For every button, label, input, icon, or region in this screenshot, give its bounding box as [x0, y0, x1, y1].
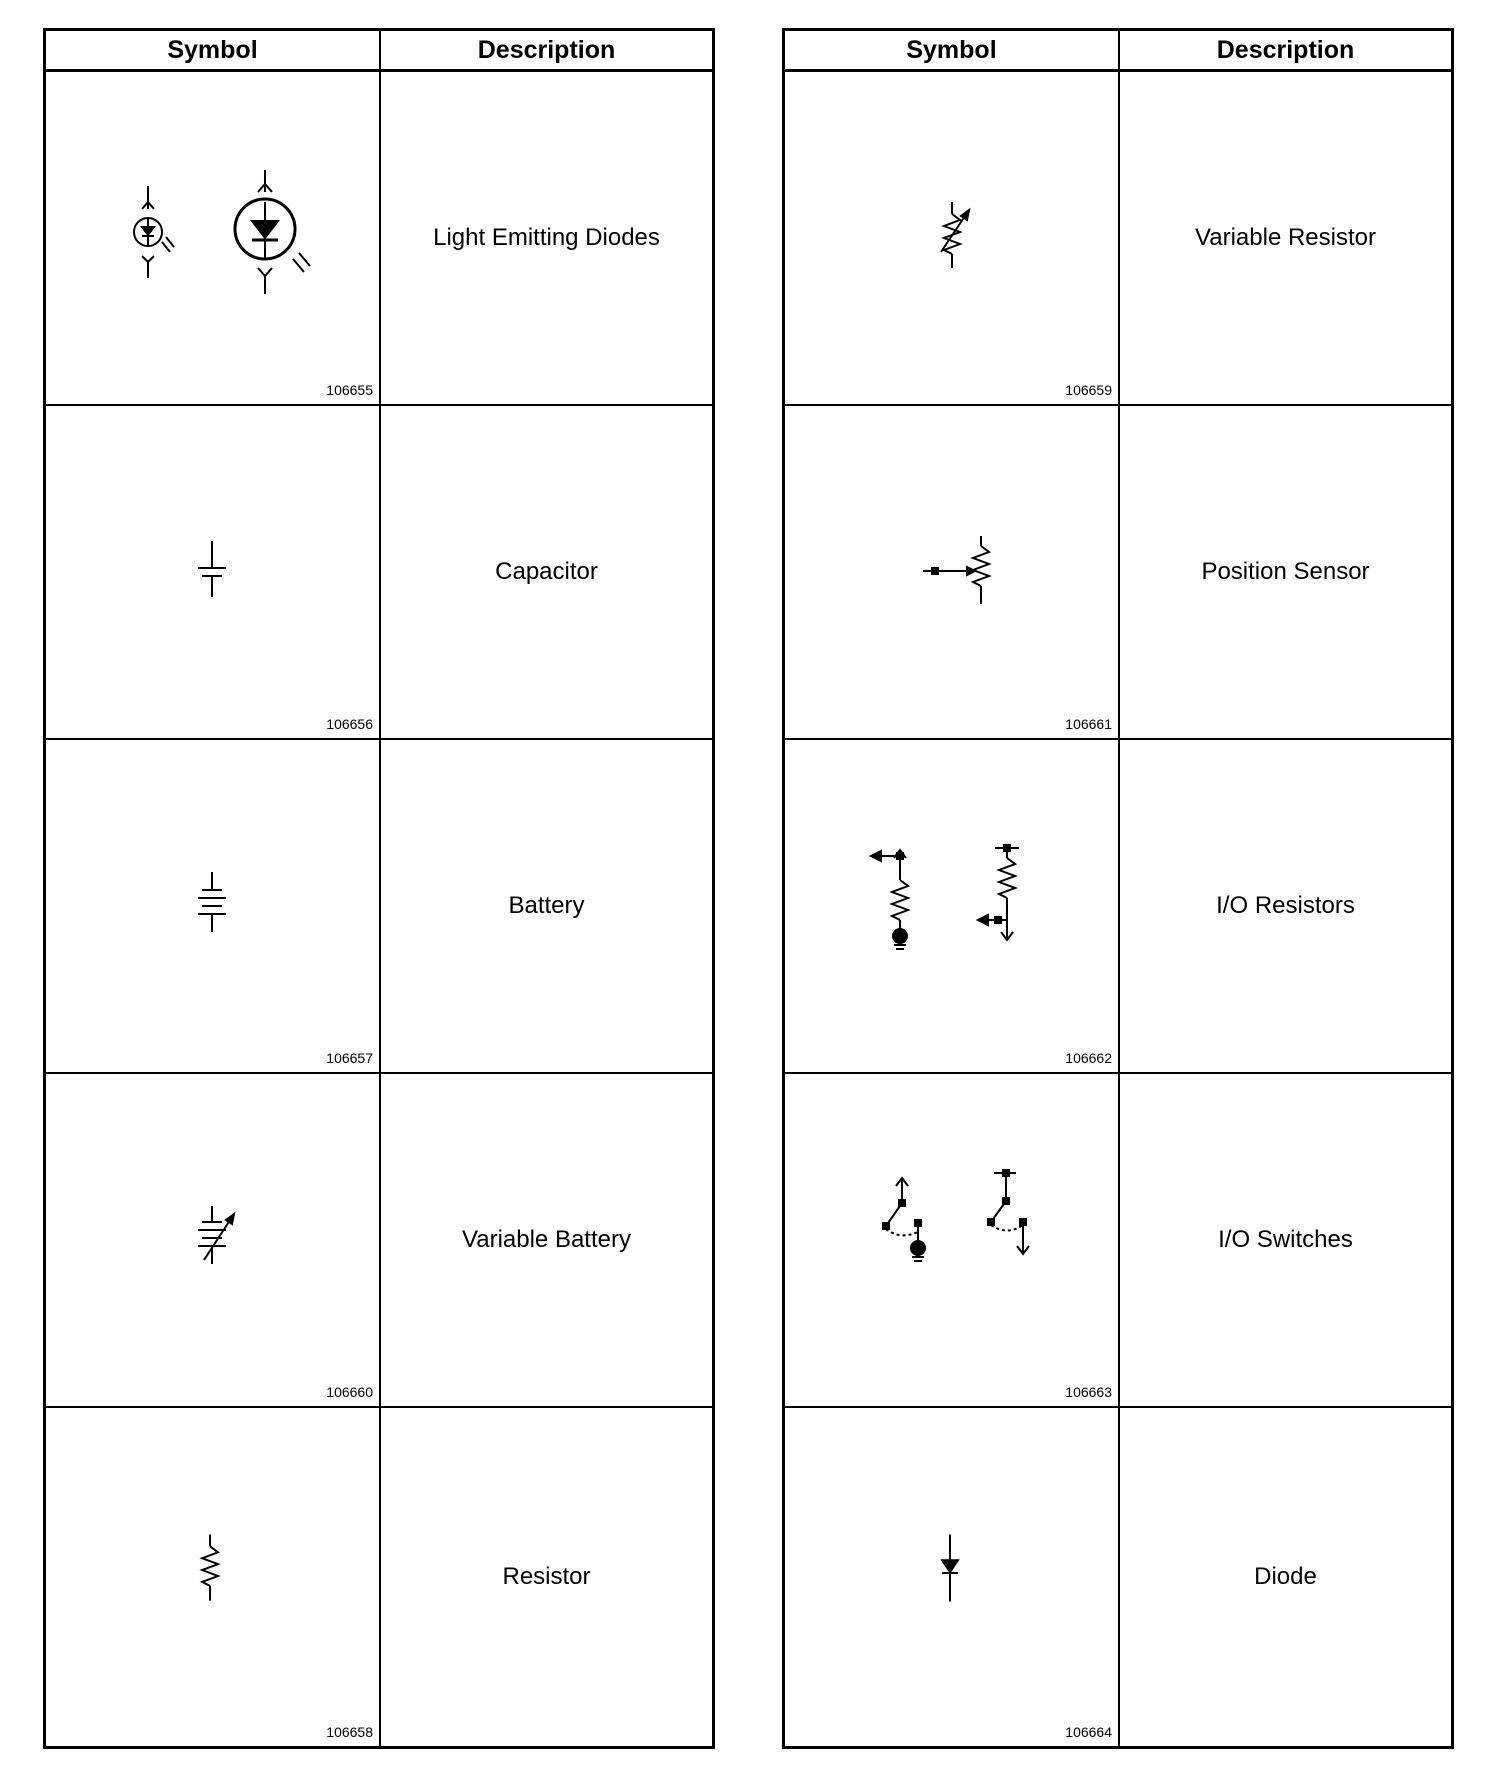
symbol-cell [785, 72, 1120, 404]
description-cell: Diode [1254, 1563, 1317, 1590]
description-cell: Capacitor [495, 558, 598, 585]
table-row [785, 1408, 1451, 1746]
symbol-cell [46, 1074, 381, 1406]
light-emitting-diodes-icon [46, 72, 379, 406]
description-cell: Variable Resistor [1195, 224, 1376, 251]
symbol-cell [46, 72, 381, 404]
io-resistors-icon [785, 740, 1118, 1074]
figure-number: 106657 [326, 1050, 373, 1066]
table-row [785, 740, 1451, 1074]
symbol-cell [785, 406, 1120, 738]
symbol-cell [46, 740, 381, 1072]
symbol-cell [785, 1074, 1120, 1406]
figure-number: 106655 [326, 382, 373, 398]
figure-number: 106664 [1065, 1724, 1112, 1740]
figure-number: 106663 [1065, 1384, 1112, 1400]
variable-resistor-icon [785, 72, 1118, 406]
figure-number: 106656 [326, 716, 373, 732]
table-header [46, 31, 712, 72]
table-row [785, 72, 1451, 406]
table-row [46, 740, 712, 1074]
resistor-icon [46, 1408, 379, 1742]
header-description: Description [1216, 35, 1355, 64]
header-symbol: Symbol [785, 31, 1120, 69]
position-sensor-icon [785, 406, 1118, 740]
figure-number: 106662 [1065, 1050, 1112, 1066]
symbol-table-left [43, 28, 715, 1749]
io-switches-icon [785, 1074, 1118, 1408]
capacitor-icon [46, 406, 379, 740]
description-cell: Light Emitting Diodes [433, 224, 660, 251]
figure-number: 106659 [1065, 382, 1112, 398]
description-cell: Position Sensor [1201, 558, 1370, 585]
battery-icon [46, 740, 379, 1074]
table-header [785, 31, 1451, 72]
symbol-cell [46, 406, 381, 738]
description-cell: Resistor [502, 1563, 591, 1590]
symbol-cell [785, 740, 1120, 1072]
diode-icon [785, 1408, 1118, 1742]
figure-number: 106661 [1065, 716, 1112, 732]
table-row [46, 406, 712, 740]
variable-battery-icon [46, 1074, 379, 1408]
table-row [46, 1408, 712, 1746]
description-cell: I/O Resistors [1216, 892, 1355, 919]
description-cell: I/O Switches [1218, 1226, 1353, 1253]
description-cell: Battery [508, 892, 585, 919]
header-description: Description [477, 35, 616, 64]
symbol-cell [785, 1408, 1120, 1746]
table-row [785, 1074, 1451, 1408]
symbol-table-right [782, 28, 1454, 1749]
figure-number: 106660 [326, 1384, 373, 1400]
header-symbol: Symbol [46, 31, 381, 69]
figure-number: 106658 [326, 1724, 373, 1740]
description-cell: Variable Battery [462, 1226, 631, 1253]
table-row [46, 72, 712, 406]
symbol-cell [46, 1408, 381, 1746]
table-row [46, 1074, 712, 1408]
table-row [785, 406, 1451, 740]
